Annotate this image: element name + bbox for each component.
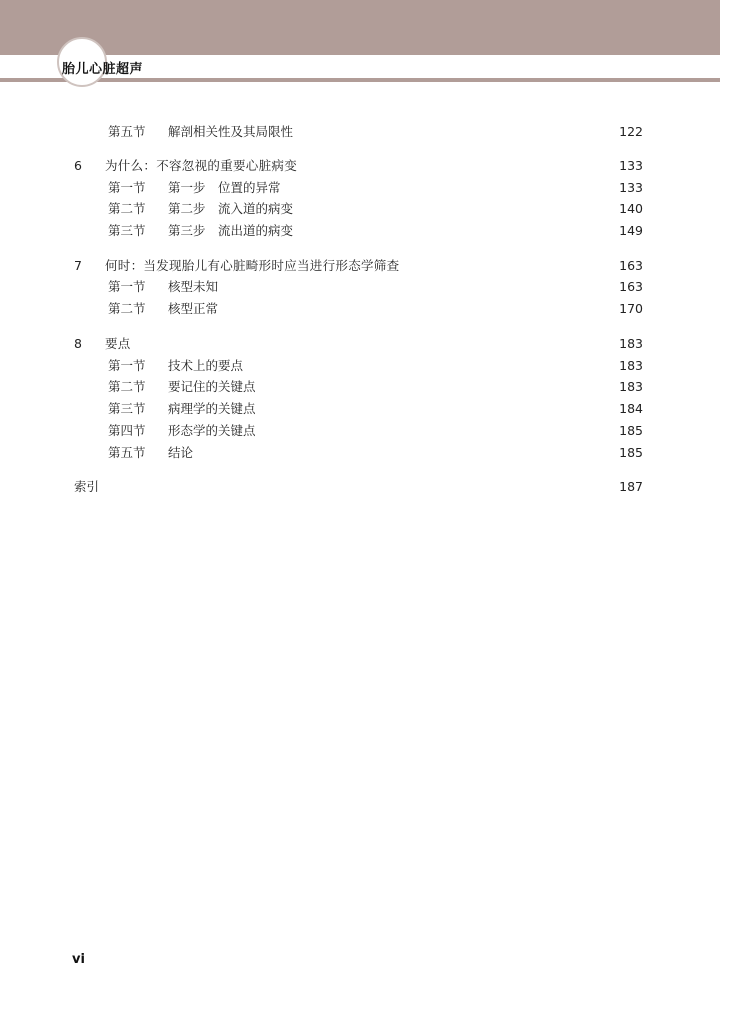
section-label: 第二节 (108, 301, 146, 316)
toc-entry-section[interactable] (0, 199, 730, 219)
toc-entry-section[interactable] (0, 178, 730, 198)
section-label: 第四节 (108, 423, 146, 438)
chapter-title: 为什么：不容忽视的重要心脏病变 (105, 158, 298, 173)
toc-entry-section[interactable] (0, 421, 730, 441)
chapter-title: 要点 (105, 336, 131, 351)
toc-entry-section[interactable] (0, 299, 730, 319)
page-number: 183 (619, 336, 643, 351)
page-number: 185 (619, 423, 643, 438)
page-number: 183 (619, 379, 643, 394)
section-title: 形态学的关键点 (168, 423, 256, 438)
page-number: 184 (619, 401, 643, 416)
running-head-book-title: 胎儿心脏超声 (62, 62, 144, 77)
section-title: 第二步 流入道的病变 (168, 201, 294, 216)
section-label: 第二节 (108, 201, 146, 216)
section-label: 第五节 (108, 124, 146, 139)
index-title: 索引 (74, 479, 100, 494)
page-number: 170 (619, 301, 643, 316)
section-label: 第一节 (108, 279, 146, 294)
section-label: 第三节 (108, 223, 146, 238)
section-title: 第一步 位置的异常 (168, 180, 281, 195)
section-title: 核型正常 (168, 301, 219, 316)
toc-entry-section[interactable] (0, 443, 730, 463)
page-number: 163 (619, 258, 643, 273)
page-number: 133 (619, 180, 643, 195)
section-label: 第三节 (108, 401, 146, 416)
page-number: 185 (619, 445, 643, 460)
toc-entry-section[interactable] (0, 356, 730, 376)
page-number: 133 (619, 158, 643, 173)
section-label: 第一节 (108, 358, 146, 373)
toc-entry-section[interactable] (0, 122, 730, 142)
toc-entry-chapter[interactable] (0, 156, 730, 176)
chapter-title: 何时：当发现胎儿有心脏畸形时应当进行形态学筛查 (105, 258, 400, 273)
section-title: 核型未知 (168, 279, 219, 294)
page-number: 187 (619, 479, 643, 494)
page-folio: vi (72, 952, 85, 967)
chapter-number: 7 (74, 258, 82, 273)
toc-entry-chapter[interactable] (0, 334, 730, 354)
section-label: 第二节 (108, 379, 146, 394)
section-title: 结论 (168, 445, 194, 460)
page-number: 163 (619, 279, 643, 294)
chapter-number: 6 (74, 158, 82, 173)
section-title: 技术上的要点 (168, 358, 244, 373)
page-number: 122 (619, 124, 643, 139)
toc-entry-chapter[interactable] (0, 256, 730, 276)
toc-entry-index[interactable] (0, 477, 730, 497)
page-number: 183 (619, 358, 643, 373)
section-label: 第五节 (108, 445, 146, 460)
chapter-number: 8 (74, 336, 82, 351)
section-title: 要记住的关键点 (168, 379, 256, 394)
toc-entry-section[interactable] (0, 399, 730, 419)
page-number: 149 (619, 223, 643, 238)
page-number: 140 (619, 201, 643, 216)
section-title: 病理学的关键点 (168, 401, 256, 416)
header-band (0, 0, 720, 55)
section-label: 第一节 (108, 180, 146, 195)
section-title: 解剖相关性及其局限性 (168, 124, 294, 139)
section-title: 第三步 流出道的病变 (168, 223, 294, 238)
toc-entry-section[interactable] (0, 221, 730, 241)
header-rule (0, 78, 720, 82)
toc-entry-section[interactable] (0, 277, 730, 297)
toc-entry-section[interactable] (0, 377, 730, 397)
